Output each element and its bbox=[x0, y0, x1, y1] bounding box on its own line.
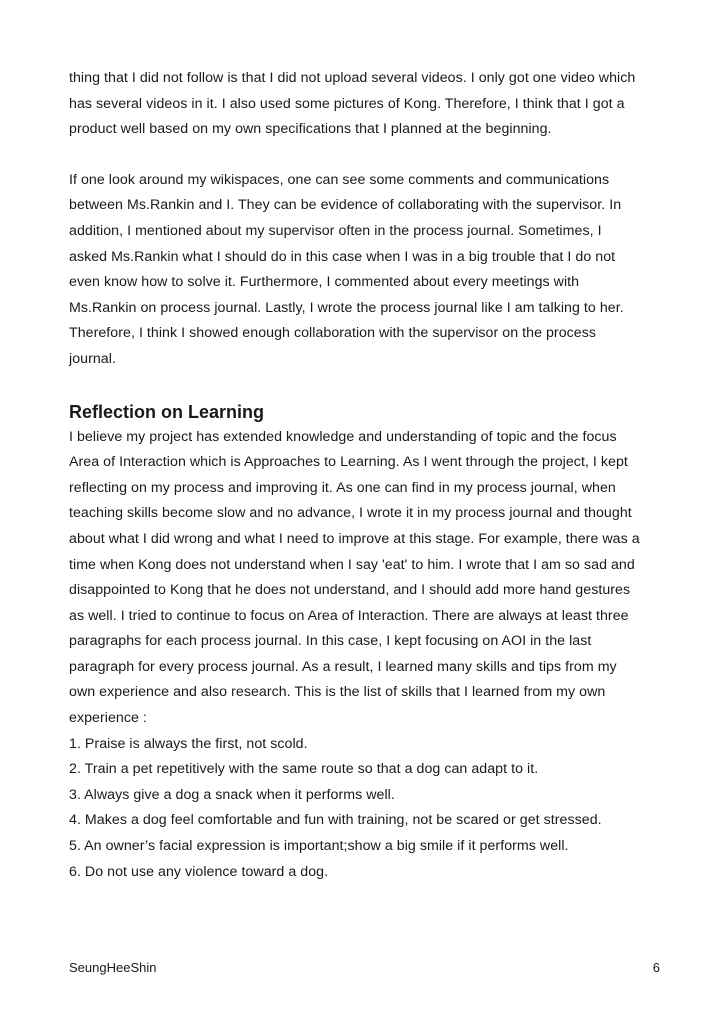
list-item: 4. Makes a dog feel comfortable and fun with training, not be scared or get stressed. bbox=[69, 812, 602, 829]
list-item: 3. Always give a dog a snack when it performs well. bbox=[69, 786, 395, 803]
skills-list bbox=[69, 732, 669, 886]
text-line: thing that I did not follow is that I did not upload several videos. I only got one video which bbox=[69, 70, 636, 86]
list-item: 2. Train a pet repetitively with the same route so that a dog can adapt to it. bbox=[69, 761, 539, 778]
document-page bbox=[69, 66, 669, 885]
text-line: teaching skills become slow and no advance, I wrote it in my process journal and thought bbox=[69, 505, 632, 522]
text-line: product well based on my own specifications that I planned at the beginning. bbox=[69, 121, 552, 138]
text-line: as well. I tried to continue to focus on Area of Interaction. There are always at least three bbox=[69, 607, 629, 624]
text-line: Area of Interaction which is Approaches to Learning. As I went through the project, I kept bbox=[69, 454, 628, 471]
text-line: has several videos in it. I also used some pictures of Kong. Therefore, I think that I got a bbox=[69, 95, 625, 112]
text-line: journal. bbox=[69, 350, 116, 367]
text-line: between Ms.Rankin and I. They can be evidence of collaborating with the supervisor. In bbox=[69, 197, 622, 214]
text-line: Ms.Rankin on process journal. Lastly, I wrote the process journal like I am talking to her. bbox=[69, 299, 624, 316]
list-item: 6. Do not use any violence toward a dog. bbox=[69, 863, 329, 880]
text-line: disappointed to Kong that he does not understand, and I should add more hand gestures bbox=[69, 582, 631, 599]
text-line: Therefore, I think I showed enough collaboration with the supervisor on the process bbox=[69, 325, 597, 342]
text-line: paragraph for every process journal. As a result, I learned many skills and tips from my bbox=[69, 658, 617, 675]
footer-page-number: 6 bbox=[652, 960, 660, 975]
text-line: own experience and also research. This is the list of skills that I learned from my own bbox=[69, 684, 606, 701]
section-heading: Reflection on Learning bbox=[69, 401, 265, 422]
list-item: 5. An owner’s facial expression is important;show a big smile if it performs well. bbox=[69, 838, 569, 855]
paragraph-reflection bbox=[69, 425, 669, 732]
paragraph-specifications bbox=[69, 66, 669, 143]
text-line: addition, I mentioned about my supervisor often in the process journal. Sometimes, I bbox=[69, 222, 602, 239]
section-spacer bbox=[69, 373, 669, 399]
text-line: time when Kong does not understand when I say 'eat' to him. I wrote that I am so sad and bbox=[69, 556, 635, 573]
text-line: asked Ms.Rankin what I should do in this case when I was in a big trouble that I do not bbox=[69, 248, 616, 265]
text-line: If one look around my wikispaces, one can see some comments and communications bbox=[69, 171, 610, 188]
text-line: reflecting on my process and improving it. As one can find in my process journal, when bbox=[69, 479, 616, 496]
text-line: even know how to solve it. Furthermore, I commented about every meetings with bbox=[69, 274, 580, 291]
list-item: 1. Praise is always the first, not scold. bbox=[69, 735, 308, 752]
paragraph-spacer bbox=[69, 143, 669, 168]
text-line: experience : bbox=[69, 710, 147, 727]
text-line: I believe my project has extended knowledge and understanding of topic and the focus bbox=[69, 428, 617, 445]
text-line: about what I did wrong and what I need to improve at this stage. For example, there was a bbox=[69, 530, 640, 547]
footer-author: SeungHeeShin bbox=[69, 960, 157, 975]
text-line: paragraphs for each process journal. In this case, I kept focusing on AOI in the last bbox=[69, 633, 592, 650]
paragraph-collaboration bbox=[69, 168, 669, 373]
